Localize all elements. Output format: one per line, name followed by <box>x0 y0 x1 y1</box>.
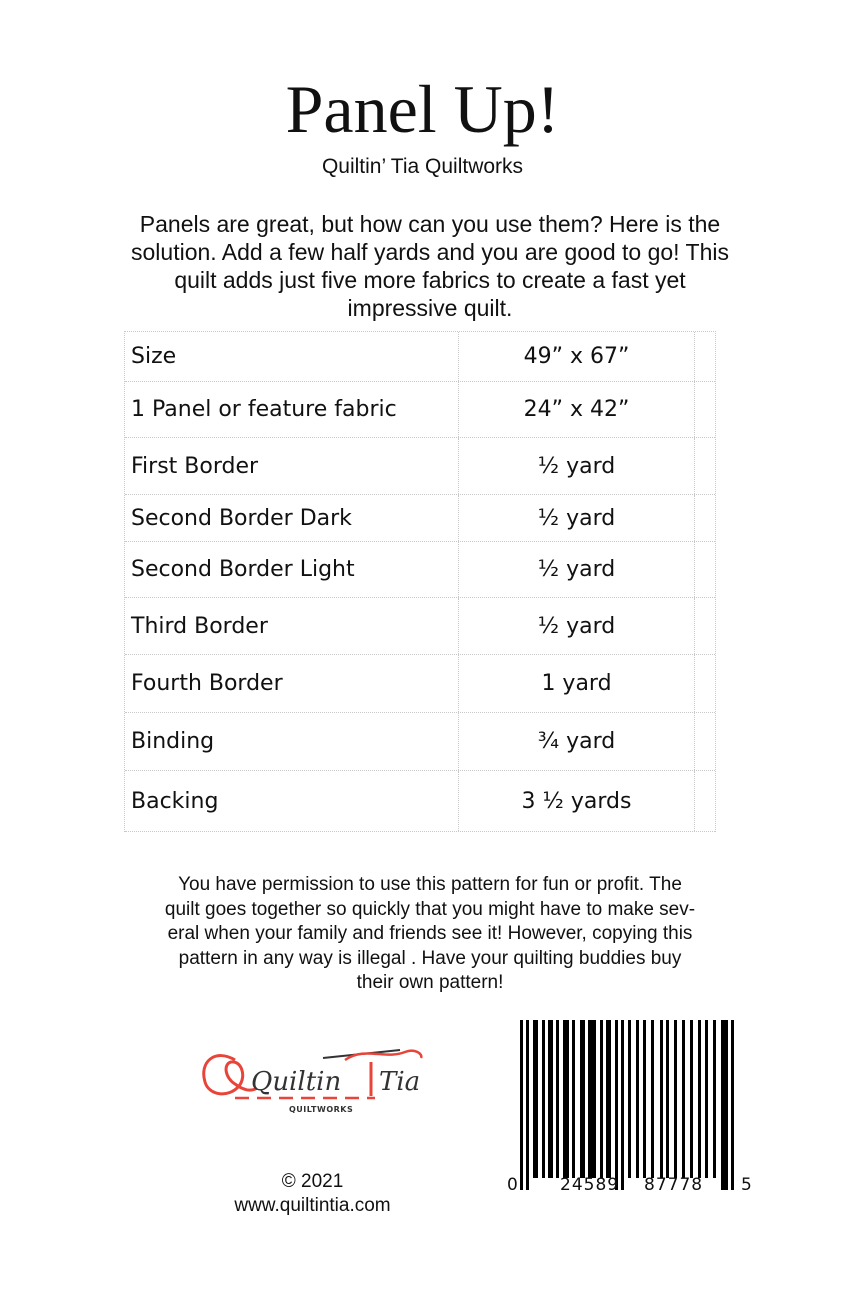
permission-line: eral when your family and friends see it! However, copying this <box>167 923 693 944</box>
row-label: Fourth Border <box>125 655 459 712</box>
permission-line: their own pattern! <box>356 972 504 993</box>
row-value: ½ yard <box>459 598 695 654</box>
barcode-first-digit: 0 <box>507 1175 518 1195</box>
empty-cell <box>695 655 714 712</box>
barcode-check-digit: 5 <box>741 1175 752 1195</box>
table-row <box>125 332 715 382</box>
copyright-text: © 2021 <box>281 1171 344 1192</box>
barcode-icon <box>500 1020 760 1200</box>
empty-cell <box>695 771 714 831</box>
svg-text:QUILTWORKS: QUILTWORKS <box>289 1105 354 1114</box>
row-value: 1 yard <box>459 655 695 712</box>
row-value: 3 ½ yards <box>459 771 695 831</box>
row-label: 1 Panel or feature fabric <box>125 382 459 437</box>
intro-line: solution. Add a few half yards and you are good to go! This <box>131 239 729 265</box>
svg-text:Quiltin: Quiltin <box>251 1067 342 1097</box>
row-label: Backing <box>125 771 459 831</box>
row-value: ½ yard <box>459 542 695 597</box>
row-label: Second Border Dark <box>125 495 459 541</box>
table-row <box>125 495 715 542</box>
table-row <box>125 713 715 771</box>
designer-name: Quiltin’ Tia Quiltworks <box>321 155 524 178</box>
needle-thread-icon <box>195 1040 435 1120</box>
intro-line: quilt adds just five more fabrics to create a fast yet <box>174 267 686 293</box>
row-label: Binding <box>125 713 459 770</box>
empty-cell <box>695 598 714 654</box>
row-label: First Border <box>125 438 459 494</box>
barcode-left-group: 24589 <box>560 1175 620 1195</box>
empty-cell <box>695 382 714 437</box>
permission-line: You have permission to use this pattern for fun or profit. The <box>178 874 682 895</box>
svg-text:Tia: Tia <box>379 1067 421 1097</box>
permission-line: pattern in any way is illegal . Have your quilting buddies buy <box>178 947 682 969</box>
footer <box>200 1170 425 1218</box>
website-link[interactable]: www.quiltintia.com <box>234 1195 391 1216</box>
barcode-right-group: 87778 <box>644 1175 704 1195</box>
row-label: Second Border Light <box>125 542 459 597</box>
permission-notice <box>130 873 730 996</box>
intro-line: impressive quilt. <box>347 295 513 321</box>
table-row <box>125 542 715 598</box>
empty-cell <box>695 438 714 494</box>
row-label: Third Border <box>125 598 459 654</box>
empty-cell <box>695 713 714 770</box>
permission-line: quilt goes together so quickly that you might have to make sev- <box>164 898 696 920</box>
table-row <box>125 382 715 438</box>
row-value: ¾ yard <box>459 713 695 770</box>
row-value: 24” x 42” <box>459 382 695 437</box>
table-row <box>125 771 715 832</box>
row-value: 49” x 67” <box>459 332 695 381</box>
quiltin-tia-logo <box>195 1040 435 1120</box>
intro-line: Panels are great, but how can you use them? Here is the <box>139 211 721 237</box>
row-value: ½ yard <box>459 438 695 494</box>
table-row <box>125 598 715 655</box>
fabric-requirements-table <box>124 331 716 832</box>
row-label: Size <box>125 332 459 381</box>
upc-barcode <box>500 1020 760 1200</box>
intro-paragraph <box>110 210 750 322</box>
table-row <box>125 438 715 495</box>
pattern-title: Panel Up! <box>285 71 560 147</box>
empty-cell <box>695 542 714 597</box>
table-row <box>125 655 715 713</box>
empty-cell <box>695 332 714 381</box>
row-value: ½ yard <box>459 495 695 541</box>
empty-cell <box>695 495 714 541</box>
